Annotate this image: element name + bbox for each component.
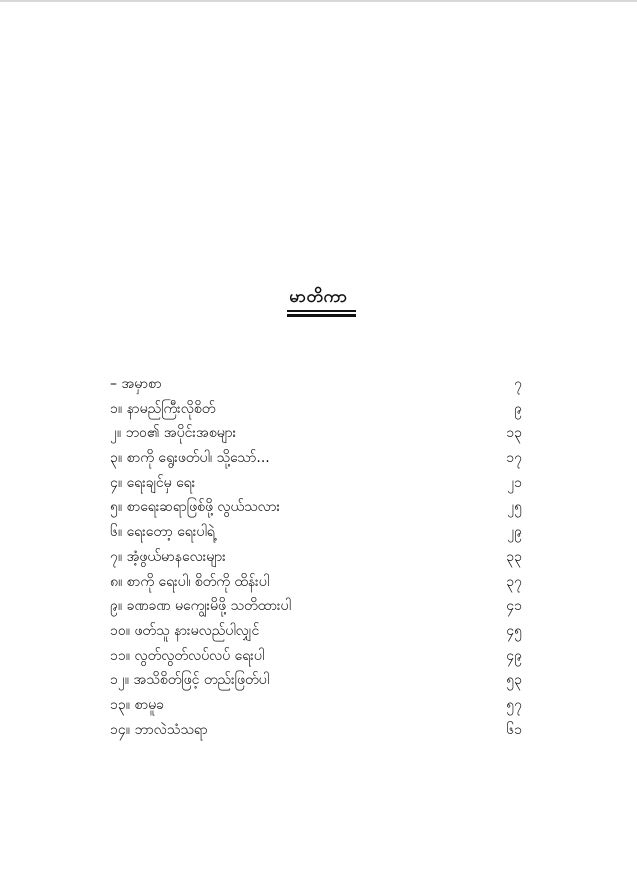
toc-entry[interactable]: [110, 693, 522, 718]
page-title: မာတိကာ: [289, 287, 348, 307]
toc-entry-page: ၁၃: [506, 425, 522, 442]
toc-entry-title: ၇။ အံ့ဖွယ်မာနလေးများ: [110, 548, 226, 565]
toc-entry-page: ၂၉: [507, 524, 522, 541]
toc-entry[interactable]: [110, 372, 522, 397]
toc-entry-page: ၃၃: [506, 548, 522, 565]
table-of-contents: [110, 372, 522, 742]
toc-entry[interactable]: [110, 644, 522, 669]
toc-entry[interactable]: [110, 495, 522, 520]
toc-entry-page: ၂၅: [507, 499, 522, 516]
toc-entry-page: ၅၃: [506, 672, 522, 689]
toc-entry-title: ၁၂။ အသိစိတ်ဖြင့် တည်းဖြတ်ပါ: [110, 672, 270, 689]
toc-entry-title: ၉။ ခဏခဏ မကျွေးမိဖို့ သတိထားပါ: [110, 598, 291, 615]
toc-entry-page: ၁၇: [506, 450, 522, 467]
toc-entry[interactable]: [110, 421, 522, 446]
toc-entry[interactable]: [110, 594, 522, 619]
toc-entry-title: ၄။ ရေးချင်မှ ရေး: [110, 474, 196, 491]
toc-entry-page: ၄၅: [506, 622, 522, 639]
toc-entry[interactable]: [110, 446, 522, 471]
toc-entry-page: ၉: [514, 400, 522, 417]
toc-entry-page: ၂၁: [507, 474, 522, 491]
toc-entry-title: – အမှာစာ: [110, 376, 162, 392]
toc-entry-page: ၇: [514, 376, 522, 392]
toc-entry-title: ၁။ နာမည်ကြီးလိုစိတ်: [110, 400, 216, 417]
toc-entry-page: ၆၁: [506, 721, 522, 738]
toc-entry[interactable]: [110, 545, 522, 570]
toc-entry-page: ၅၇: [506, 696, 522, 713]
title-double-underline: [287, 310, 356, 317]
top-border: [0, 0, 637, 2]
toc-entry-title: ၁၄။ ဘာလဲသံသရာ: [110, 721, 208, 738]
toc-entry-title: ၁၃။ စာမူခ: [110, 696, 164, 713]
toc-entry[interactable]: [110, 668, 522, 693]
toc-entry[interactable]: [110, 619, 522, 644]
toc-entry-page: ၄၁: [506, 598, 522, 615]
toc-entry[interactable]: [110, 718, 522, 743]
toc-entry-page: ၃၇: [506, 573, 522, 590]
toc-entry-title: ၂။ ဘဝ၏ အပိုင်းအစများ: [110, 425, 237, 442]
toc-entry[interactable]: [110, 397, 522, 422]
toc-entry-title: ၆။ ရေးတော့ ရေးပါရဲ့: [110, 524, 215, 541]
toc-entry-title: ၁၀။ ဖတ်သူ နားမလည်ပါလျှင်: [110, 622, 260, 639]
toc-entry-title: ၃။ စာကို ရွေးဖတ်ပါ၊ သို့သော်...: [110, 450, 270, 467]
toc-entry[interactable]: [110, 471, 522, 496]
toc-entry-title: ၈။ စာကို ရေးပါ၊ စိတ်ကို ထိန်းပါ: [110, 573, 270, 590]
toc-entry[interactable]: [110, 570, 522, 595]
toc-entry[interactable]: [110, 520, 522, 545]
toc-entry-title: ၅။ စာရေးဆရာဖြစ်ဖို့ လွယ်သလား: [110, 499, 281, 516]
toc-entry-title: ၁၁။ လွတ်လွတ်လပ်လပ် ရေးပါ: [110, 647, 265, 664]
toc-entry-page: ၄၉: [506, 647, 522, 664]
